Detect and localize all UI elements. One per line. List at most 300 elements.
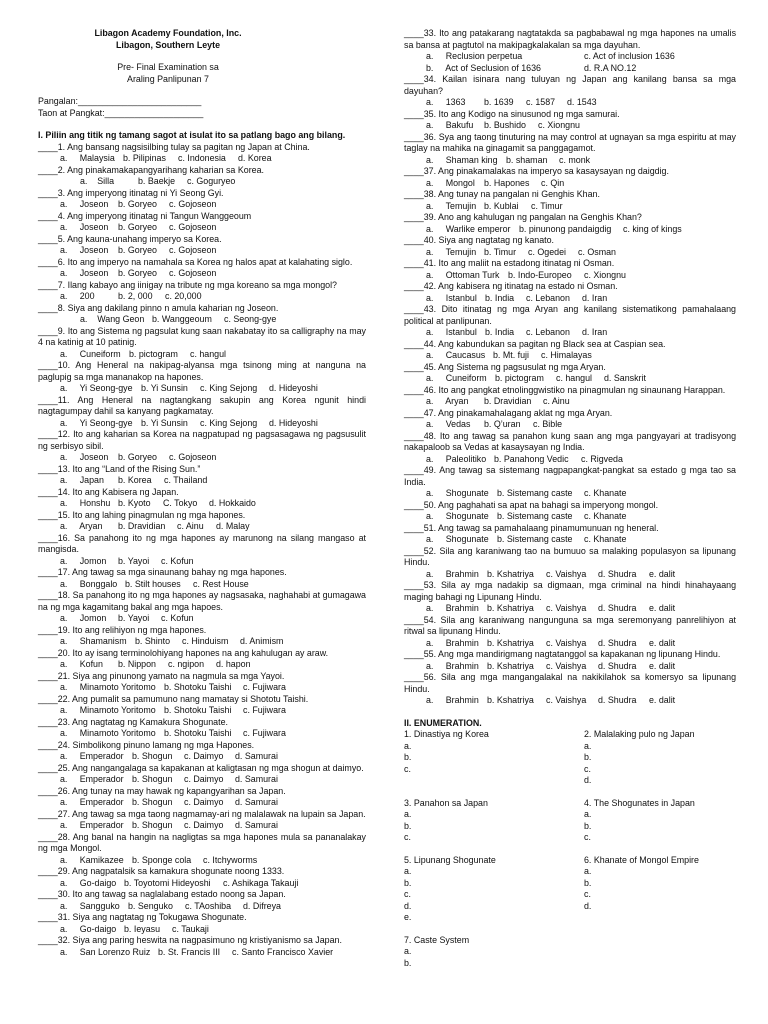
choice-option: b. Dravidian	[484, 396, 532, 406]
question-text: ____14. Ito ang Kabisera ng Japan.	[38, 486, 179, 497]
choice-option: b. Shogun	[132, 797, 173, 807]
choice-option: a. Go-daigo	[60, 923, 117, 934]
choices-row	[404, 51, 736, 63]
enum-left	[404, 935, 584, 970]
choice-option: c. Ainu	[543, 396, 570, 406]
question-text: ____29. Ang nagpatalsik sa kamakura shogunate noong 1333.	[38, 866, 285, 876]
choices-row	[38, 556, 366, 568]
choice-option: c. Vaishya	[546, 568, 587, 579]
question-text: ____1. Ang bansang nagsisilbing tulay sa pagitan ng Japan at China.	[38, 141, 310, 152]
choice-option: b. Sponge cola	[132, 854, 192, 865]
choice-option: b. Sistemang caste	[497, 488, 573, 498]
choice-option: a. Shaman king	[426, 154, 498, 165]
choice-option: c. Timur	[531, 200, 563, 211]
choice-option: c. Kofun	[161, 613, 194, 623]
choice-option: b. Pilipinas	[123, 153, 166, 163]
question-text: ____8. Siya ang dakilang pinno n amula kaharian ng Joseon.	[38, 302, 279, 313]
choice-option: a. Ottoman Turk	[426, 269, 500, 280]
choice-option: d. Shudra	[598, 695, 637, 705]
choices-row	[38, 291, 366, 303]
choice-option: a. Temujin	[426, 200, 477, 211]
choice-option: e. dalit	[649, 660, 676, 671]
choice-option: a. Emperador	[60, 751, 124, 761]
enum-blank: b.	[584, 820, 592, 831]
enum-blank: a.	[404, 946, 412, 956]
choice-option: c. Khanate	[584, 534, 627, 544]
question-text: ____42. Ang kabisera ng itinatag na estado ni Osman.	[404, 281, 618, 291]
choice-option: c. 20,000	[165, 291, 202, 301]
choice-option: a. Bonggalo	[60, 578, 118, 589]
choice-option: b. pictogram	[495, 373, 544, 383]
choices-row	[38, 797, 366, 809]
enum-blank: e.	[404, 912, 412, 922]
choice-option: d. Samurai	[235, 820, 278, 830]
enumeration-block	[404, 855, 736, 924]
choice-option: a. Minamoto Yoritomo	[60, 705, 156, 715]
choice-option: b. Q’uran	[484, 419, 521, 429]
choice-option: c. Itchyworms	[203, 854, 258, 865]
choice-option: a. Brahmin	[426, 660, 479, 671]
choice-option: a. Aryan	[60, 521, 103, 531]
choice-option: a. Brahmin	[426, 637, 479, 648]
enum-right	[584, 855, 734, 924]
choice-option: b. Yi Sunsin	[141, 417, 188, 428]
choice-option: c. King Sejong	[200, 417, 258, 428]
choice-option: c. Xiongnu	[538, 120, 580, 130]
choice-option: a. Brahmin	[426, 695, 479, 705]
question-text: ____18. Sa panahong ito ng mga hapones ay nagsasaka, naghahabi at gumagawa na ng mga kagamitang bakal ang mga hapoes.	[38, 590, 366, 612]
choice-option: d. Shudra	[598, 637, 637, 648]
choice-option: b. shaman	[506, 154, 548, 165]
choice-option: a. Kofun	[60, 659, 103, 669]
choices-row	[38, 659, 366, 671]
choice-option: d. Samurai	[235, 751, 278, 761]
choice-option: c. Himalayas	[541, 350, 592, 360]
question-text: ____40. Siya ang nagtatag ng kanato.	[404, 235, 555, 245]
choices-row	[404, 97, 736, 109]
question-text: ____33. Ito ang patakarang nagtatakda sa pagbabawal ng mga hapones na umalis sa bansa at pagtutol na makipagkalakalan sa mga dayuhan.	[404, 28, 736, 50]
choice-option: a. Warlike emperor	[426, 223, 511, 234]
choice-option: a. Istanbul	[426, 292, 477, 303]
question-text: ____53. Sila ay mga nadakip sa digmaan, mga criminal na hindi hinahayaang maging bahagi ng Lipunang Hindu.	[404, 580, 736, 602]
choice-option: b. Kshatriya	[487, 637, 534, 648]
enum-heading: 4. The Shogunates in Japan	[584, 797, 695, 808]
choices-row	[404, 603, 736, 615]
choice-option: a. Reclusion perpetua	[426, 51, 523, 61]
question-text: ____2. Ang pinakamakapangyarihang kaharian sa Korea.	[38, 164, 264, 175]
choice-option: a. Joseon	[60, 245, 109, 255]
enum-blank: b.	[404, 877, 412, 888]
enum-blank: c.	[584, 889, 591, 899]
choices-row	[38, 349, 366, 361]
choice-option: a. Go-daigo	[60, 877, 117, 888]
choices-row	[404, 534, 736, 546]
choices-row	[404, 569, 736, 581]
question-text: ____34. Kailan isinara nang tuluyan ng Japan ang kanilang bansa sa mga dayuhan?	[404, 74, 736, 96]
choice-option: a. Kamikazee	[60, 854, 124, 865]
choices-row	[404, 224, 736, 236]
choice-option: b. Goryeo	[118, 199, 157, 209]
question-text: ____6. Ito ang imperyo na namahala sa Korea ng halos apat at kalahating siglo.	[38, 256, 353, 267]
question-text: ____23. Ang nagtatag ng Kamakura Shogunate.	[38, 716, 228, 727]
question-text: ____9. Ito ang Sistema ng pagsulat kung saan nakabatay ito sa calligraphy na may 4 na katinig at 10 patinig.	[38, 325, 366, 347]
spacer	[404, 707, 736, 718]
enum-blank: a.	[584, 809, 592, 819]
choice-option: a. Cuneiform	[60, 348, 121, 359]
choices-row	[404, 155, 736, 167]
spacer	[404, 787, 736, 798]
choice-option: b. Nippon	[118, 659, 156, 669]
choice-option: a. Sanggukо	[60, 900, 120, 911]
choice-option: d. R.A NO.12	[584, 62, 637, 73]
choice-option: d. Shudra	[598, 603, 637, 613]
choice-option: b. Mt. fuji	[493, 350, 530, 360]
choices-row	[38, 705, 366, 717]
choices-row	[404, 511, 736, 523]
choice-option: a. Emperador	[60, 774, 124, 784]
choice-option: a. Shamanism	[60, 636, 127, 646]
question-text: ____43. Dito itinatag ng mga Aryan ang kanilang sistematikong pamahalaang political at panlipunan.	[404, 304, 736, 326]
choices-row	[38, 153, 366, 165]
choice-option: c. Fujiwara	[243, 682, 286, 692]
choice-option: a. 1363	[426, 97, 466, 107]
question-text: ____13. Ito ang “Land of the Rising Sun.”	[38, 463, 201, 474]
enum-blank: b.	[404, 957, 412, 968]
choice-option: a. Malaysia	[60, 153, 115, 163]
choice-option: c. Thailand	[164, 475, 208, 485]
choice-option: c. 1587	[526, 97, 556, 107]
choice-option: b. Kshatriya	[487, 603, 534, 613]
question-text: ____39. Ano ang kahulugan ng pangalan na Genghis Khan?	[404, 212, 642, 222]
enum-left	[404, 798, 584, 844]
question-text: ____15. Ito ang lahing pinagmulan ng mga hapones.	[38, 509, 246, 520]
choices-row	[38, 314, 366, 326]
choice-option: a. Temujin	[426, 246, 477, 257]
choice-option: b. Shotoku Taishi	[164, 682, 232, 692]
choice-option: b. Shinto	[135, 636, 171, 646]
choice-option: a. Bakufu	[426, 120, 474, 130]
choice-option: b. Yayoi	[118, 555, 150, 566]
enumeration-block	[404, 935, 736, 970]
choice-option: c. Gojoseon	[169, 245, 217, 255]
choices-row	[404, 638, 736, 650]
choice-option: c. Gojoseon	[169, 268, 217, 278]
choice-option: d. Korea	[238, 153, 272, 163]
choice-option: c. monk	[559, 154, 591, 165]
choice-option: a. Yi Seong-gye	[60, 417, 133, 428]
choice-option: b. Goryeo	[118, 222, 157, 232]
choice-option: b. Goryeo	[118, 452, 157, 462]
choice-option: b. Shogun	[132, 820, 173, 830]
choice-option: c. Act of inclusion 1636	[584, 51, 675, 61]
choice-option: d. Hideyoshi	[269, 383, 318, 393]
choice-option: b. pictogram	[129, 348, 178, 359]
enum-blank: d.	[584, 900, 592, 911]
enum-blank: d.	[404, 900, 412, 911]
choice-option: b. 1639	[484, 97, 514, 107]
choice-option: c. King Sejong	[200, 383, 258, 393]
choices-row	[38, 636, 366, 648]
choices-row	[38, 774, 366, 786]
choice-option: c. Gojoseon	[169, 199, 217, 209]
spacer	[38, 85, 366, 96]
question-text: ____49. Ang tawag sa sistemang nagpapangkat-pangkat sa estado g mga tao sa India.	[404, 465, 736, 487]
choice-option: a. Brahmin	[426, 568, 479, 579]
choice-option: a. Silla	[80, 176, 115, 186]
choices-row	[404, 695, 736, 707]
enum-right	[584, 729, 734, 787]
choices-row	[404, 270, 736, 282]
choices-row	[404, 327, 736, 339]
choices-row	[38, 820, 366, 832]
choice-option: a. Joseon	[60, 268, 109, 278]
choice-option: a. Cuneiform	[426, 373, 487, 383]
choices-row	[404, 419, 736, 431]
enum-heading: 1. Dinastiya ng Korea	[404, 729, 489, 739]
choice-option: b. Timur	[484, 246, 517, 257]
choice-option: c. Khanate	[584, 488, 627, 498]
choice-option: b. Act of Seclusion of 1636	[426, 62, 541, 73]
choices-row	[404, 247, 736, 259]
choice-option: e. dalit	[649, 603, 676, 613]
choice-option: a. Mongol	[426, 177, 475, 188]
choice-option: e. dalit	[649, 695, 676, 705]
choices-row	[404, 178, 736, 190]
question-text: ____50. Ang paghahati sa apat na bahagi sa imperyong mongol.	[404, 499, 659, 510]
question-text: ____55. Ang mga mandirigmang nagtatanggol sa kapakanan ng lipunang Hindu.	[404, 649, 721, 659]
enum-blank: b.	[584, 752, 592, 762]
left-column	[38, 28, 366, 958]
choice-option: c. Hinduism	[182, 636, 229, 646]
choice-option: d. Samurai	[235, 774, 278, 784]
choice-option: c. Lebanon	[526, 327, 570, 337]
choice-option: c. Bible	[533, 419, 563, 429]
choice-option: c. hangul	[190, 348, 227, 359]
choices-row	[404, 396, 736, 408]
choice-option: c. Daimyo	[184, 820, 224, 830]
choice-option: d. Hideyoshi	[269, 417, 318, 428]
choice-option: e. dalit	[649, 568, 676, 579]
enum-left	[404, 729, 584, 787]
enum-blank: b.	[404, 820, 412, 831]
choice-option: b. St. Francis III	[158, 946, 221, 957]
choice-option: b. Stilt houses	[125, 578, 181, 589]
choice-option: b. Sistemang caste	[497, 534, 573, 544]
enum-blank: c.	[584, 832, 591, 842]
question-text: ____46. Ito ang pangkat etnolinggwistiko na pinagmulan ng sinaunang Harappan.	[404, 384, 726, 395]
choice-option: b. India	[485, 292, 515, 303]
question-text: ____19. Ito ang relihiyon ng mga hapones.	[38, 624, 207, 635]
choice-option: c. Ogedei	[528, 246, 566, 257]
choice-option: c. Gojoseon	[169, 452, 217, 462]
choice-option: c. Fujiwara	[243, 705, 286, 715]
choices-row	[38, 452, 366, 464]
choice-option: d. hapon	[216, 659, 251, 669]
choice-option: c. Seong-gye	[224, 314, 277, 324]
choice-option: b. Yayoi	[118, 613, 150, 623]
choice-option: b. Kyoto	[118, 498, 151, 508]
choice-option: b. Kublai	[484, 200, 519, 211]
choice-option: b. Senguko	[128, 900, 173, 911]
enum-heading: 6. Khanate of Mongol Empire	[584, 854, 699, 865]
choice-option: c. Goguryeo	[187, 176, 236, 186]
enum-blank: b.	[404, 752, 412, 762]
question-text: ____16. Sa panahong ito ng mga hapones ay marunong na silang mangaso at mangisda.	[38, 532, 366, 554]
enum-blank: a.	[584, 866, 592, 876]
choices-row	[38, 682, 366, 694]
choice-option: c. Kofun	[161, 555, 194, 566]
choice-option: d. Samurai	[235, 797, 278, 807]
question-text: ____37. Ang pinakamalakas na imperyo sa kasaysayan ng daigdig.	[404, 166, 669, 176]
spacer	[38, 51, 366, 62]
choice-option: d. Iran	[582, 327, 608, 337]
school-name: Libagon Academy Foundation, Inc.	[94, 28, 242, 38]
enum-left	[404, 855, 584, 924]
choice-option: b. Bushido	[484, 120, 526, 130]
enum-blank: a.	[404, 809, 412, 819]
section-2-title: II. ENUMERATION.	[404, 717, 482, 728]
choice-option: c. Khanate	[584, 511, 627, 521]
question-text: ____27. Ang tawag sa mga taong nagmamay-ari ng malalawak na lupain sa Japan.	[38, 808, 366, 819]
choice-option: a. Brahmin	[426, 603, 479, 613]
choice-option: d. Sanskrit	[604, 373, 646, 383]
enum-blank: d.	[584, 775, 592, 785]
question-text: ____47. Ang pinakamahalagang aklat ng mga Aryan.	[404, 407, 613, 418]
choice-option: b. Kshatriya	[487, 568, 534, 579]
choices-row	[38, 268, 366, 280]
choice-option: c. Ainu	[177, 521, 204, 531]
choice-option: c. Vaishya	[546, 603, 587, 613]
choice-option: b. Korea	[118, 475, 152, 485]
choice-option: a. Emperador	[60, 820, 124, 830]
choice-option: c. Daimyo	[184, 797, 224, 807]
choice-option: b. Kshatriya	[487, 695, 534, 705]
choice-option: c. Santo Francisco Xavier	[232, 946, 334, 957]
choices-row	[404, 350, 736, 362]
choice-option: a. Joseon	[60, 199, 109, 209]
choice-option: b. Yi Sunsin	[141, 383, 188, 393]
exam-title: Pre- Final Examination sa	[117, 62, 219, 72]
choice-option: a. Yi Seong-gye	[60, 383, 133, 393]
question-text: ____30. Ito ang tawag sa naglalabang estado noong sa Japan.	[38, 889, 286, 899]
question-text: ____48. Ito ang tawag sa panahon kung saan ang mga pangyayari at tradisyong nakapaloob sa Vedas at kasaysayan ng India.	[404, 430, 736, 452]
choices-row	[38, 901, 366, 913]
choice-option: d. Iran	[582, 292, 608, 303]
choices-row	[404, 454, 736, 466]
choice-option: b. India	[485, 327, 515, 337]
choices-row	[404, 488, 736, 500]
question-text: ____4. Ang imperyong itinatag ni Tangun Wanggeoum	[38, 210, 252, 221]
choices-row	[38, 383, 366, 395]
choice-option: a. Japan	[60, 475, 104, 485]
choice-option: b. Dravidian	[118, 521, 166, 531]
choice-option: b. Wanggeoum	[152, 314, 212, 324]
choices-row	[404, 63, 736, 75]
choices-row	[38, 176, 366, 188]
question-text: ____31. Siya ang nagtatag ng Tokugawa Shogunate.	[38, 912, 247, 922]
question-text: ____32. Siya ang paring heswita na nagpasimuno ng kristiyanismo sa Japan.	[38, 935, 342, 945]
choice-option: a. Shogunate	[426, 488, 489, 498]
choice-option: a. Aryan	[426, 396, 469, 406]
question-text: ____12. Ito ang kaharian sa Korea na nagpatupad ng pagsasagawa ng pagsusulit ng serbisyo sibil.	[38, 429, 366, 451]
question-text: ____35. Ito ang Kodigo na sinusunod ng mga samurai.	[404, 108, 620, 119]
enumeration-block	[404, 729, 736, 787]
choice-option: b. Goryeo	[118, 268, 157, 278]
question-text: ____10. Ang Heneral na nakipag-alyansa mga tsinong ming at nanguna na paglupig sa mga mananakop na hapones.	[38, 360, 366, 382]
question-text: ____26. Ang tunay na may hawak ng kapangyarihan sa Japan.	[38, 785, 286, 796]
enum-blank: a.	[404, 740, 412, 751]
enum-right	[584, 798, 734, 844]
question-text: ____45. Ang Sistema ng pagsusulat ng mga Aryan.	[404, 361, 606, 372]
choices-row	[38, 855, 366, 867]
choice-option: c. Ashikaga Takauji	[223, 877, 299, 888]
choices-row	[38, 521, 366, 533]
choice-option: b. 2, 000	[118, 291, 153, 301]
question-text: ____36. Sya ang taong tinuturing na may control at ugnayan sa mga espiritu at may taglay na mahika na ginagamit sa panggagamot.	[404, 131, 736, 153]
choice-option: a. San Lorenzo Ruiz	[60, 946, 151, 957]
choice-option: b. Shotoku Taishi	[164, 728, 232, 738]
choices-row	[404, 120, 736, 132]
choice-option: d. Shudra	[598, 568, 637, 579]
choice-option: b. Sistemang caste	[497, 511, 573, 521]
choice-option: a. Honshu	[60, 498, 111, 508]
question-text: ____38. Ang tunay na pangalan ni Genghis Khan.	[404, 189, 600, 199]
question-text: ____56. Sila ang mga mangangalakal na nakikilahok sa komersyo sa lipunang Hindu.	[404, 672, 736, 694]
question-text: ____51. Ang tawag sa pamahalaang pinamumunuan ng heneral.	[404, 522, 659, 533]
question-text: ____22. Ang pumalit sa pamumuno nang mamatay si Shototu Taishi.	[38, 693, 309, 704]
choice-option: b. Toyotomi Hideyoshi	[124, 877, 211, 888]
choice-option: c. Qin	[541, 177, 565, 188]
spacer	[38, 119, 366, 130]
choices-row	[38, 579, 366, 591]
choice-option: c. ngipon	[168, 659, 205, 669]
choices-row	[38, 245, 366, 257]
enum-blank: c.	[404, 763, 411, 774]
choice-option: a. Vedas	[426, 419, 471, 429]
choice-option: b. Shotoku Taishi	[164, 705, 232, 715]
enum-heading: 5. Lipunang Shogunate	[404, 854, 496, 865]
question-text: ____20. Ito ay isang terminolohiyang hapones na ang kahulugan ay araw.	[38, 647, 329, 658]
choice-option: d. Difreya	[243, 900, 281, 911]
question-text: ____11. Ang Heneral na nagtangkang sakupin ang Korea ngunit hindi nagtagumpay dahil sa kanyang pagkamatay.	[38, 394, 366, 416]
question-text: ____54. Sila ang karaniwang nangunguna sa mga seremonyang panrelihiyon at ritwal sa lipunang Hindu.	[404, 614, 736, 636]
question-text: ____44. Ang kabundukan sa pagitan ng Black sea at Caspian sea.	[404, 338, 666, 349]
section-1-title: I. Piliin ang titik ng tamang sagot at isulat ito sa patlang bago ang bilang.	[38, 130, 346, 140]
choice-option: b. Goryeo	[118, 245, 157, 255]
choices-row	[38, 751, 366, 763]
choice-option: a. Caucasus	[426, 350, 486, 360]
choice-option: a. Istanbul	[426, 327, 477, 337]
enum-right	[584, 935, 734, 970]
choice-option: b. Shogun	[132, 774, 173, 784]
exam-subject: Araling Panlipunan 7	[127, 73, 209, 84]
grade-field: Taon at Pangkat:____________________	[38, 107, 204, 118]
choice-option: a. Minamoto Yoritomo	[60, 682, 156, 692]
choices-row	[38, 728, 366, 740]
choice-option: b. pinunong pandaigdig	[519, 223, 612, 234]
name-field: Pangalan:_________________________	[38, 96, 202, 106]
choice-option: c. Indonesia	[178, 153, 226, 163]
choice-option: a. Joseon	[60, 452, 109, 462]
choice-option: C. Tokyo	[163, 498, 198, 508]
choices-row	[404, 373, 736, 385]
enum-blank: c.	[584, 763, 591, 774]
choice-option: c. Vaishya	[546, 695, 587, 705]
choice-option: d. Shudra	[598, 660, 637, 671]
choice-option: a. Jomon	[60, 613, 107, 623]
choice-option: b. Kshatriya	[487, 660, 534, 671]
enum-blank: b.	[584, 877, 592, 888]
